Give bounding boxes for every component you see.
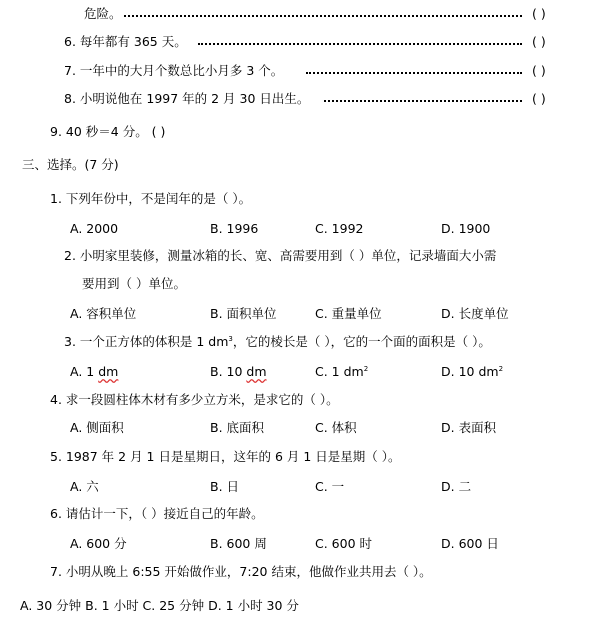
option-b-unit: dm xyxy=(246,364,267,379)
question-1: 1. 下列年份中，不是闰年的是（ ）。 xyxy=(50,191,252,206)
question-3-text-a: 3. 一个正方体的体积是 1 dm xyxy=(64,334,229,349)
option-c: C. 一 xyxy=(315,479,345,494)
leader-dots xyxy=(124,15,522,17)
judge-item-9: 9. 40 秒＝4 分。 ( ) xyxy=(50,124,166,139)
option-a: A. 六 xyxy=(70,479,99,494)
option-d: D. 表面积 xyxy=(441,420,497,435)
option-d: D. 600 日 xyxy=(441,536,499,551)
option-b: B. 面积单位 xyxy=(210,306,277,321)
section-header: 三、选择。(7 分) xyxy=(22,157,119,172)
option-c-label: C. 1 dm xyxy=(315,364,364,379)
answer-paren: ( ) xyxy=(532,6,546,21)
option-d xyxy=(441,364,503,380)
option-a-label: A. 1 xyxy=(70,364,99,379)
judge-item-5-tail: 危险。 xyxy=(84,6,122,21)
question-4: 4. 求一段圆柱体木材有多少立方米，是求它的（ ）。 xyxy=(50,392,339,407)
superscript: 2 xyxy=(498,364,504,373)
option-d: D. 1900 xyxy=(441,221,491,236)
question-2-line-2: 要用到（ ）单位。 xyxy=(82,276,186,291)
question-6: 6. 请估计一下，（ ）接近自己的年龄。 xyxy=(50,506,264,521)
question-7-options: A. 30 分钟 B. 1 小时 C. 25 分钟 D. 1 小时 30 分 xyxy=(20,598,299,613)
answer-paren: ( ) xyxy=(532,63,546,78)
option-b-label: B. 10 xyxy=(210,364,247,379)
question-3-text-b: ，它的棱长是（ ），它的一个面的面积是（ ）。 xyxy=(232,334,491,349)
option-a xyxy=(70,364,118,380)
superscript: 2 xyxy=(363,364,369,373)
leader-dots xyxy=(306,72,522,74)
leader-dots xyxy=(198,43,522,45)
option-b: B. 日 xyxy=(210,479,240,494)
leader-dots xyxy=(324,100,522,102)
option-b xyxy=(210,364,267,380)
superscript: 3 xyxy=(228,334,233,343)
option-b: B. 600 周 xyxy=(210,536,267,551)
option-a: A. 600 分 xyxy=(70,536,127,551)
option-c: C. 重量单位 xyxy=(315,306,382,321)
answer-paren: ( ) xyxy=(532,34,546,49)
question-5: 5. 1987 年 2 月 1 日是星期日，这年的 6 月 1 日是星期（ ）。 xyxy=(50,449,401,464)
option-a: A. 2000 xyxy=(70,221,119,236)
question-7: 7. 小明从晚上 6:55 开始做作业，7:20 结束，他做作业共用去（ ）。 xyxy=(50,564,432,579)
option-c: C. 1992 xyxy=(315,221,364,236)
option-a: A. 侧面积 xyxy=(70,420,124,435)
judge-item-6: 6. 每年都有 365 天。 xyxy=(64,34,187,49)
question-2-line-1: 2. 小明家里装修，测量冰箱的长、宽、高需要用到（ ）单位，记录墙面大小需 xyxy=(64,248,497,263)
option-a-unit: dm xyxy=(98,364,119,379)
answer-paren: ( ) xyxy=(532,91,546,106)
option-c: C. 600 时 xyxy=(315,536,373,551)
option-b: B. 底面积 xyxy=(210,420,265,435)
question-3 xyxy=(64,334,491,350)
option-c: C. 体积 xyxy=(315,420,357,435)
option-d: D. 长度单位 xyxy=(441,306,509,321)
option-a: A. 容积单位 xyxy=(70,306,137,321)
judge-item-7: 7. 一年中的大月个数总比小月多 3 个。 xyxy=(64,63,284,78)
option-c xyxy=(315,364,368,380)
option-d: D. 二 xyxy=(441,479,472,494)
judge-item-8: 8. 小明说他在 1997 年的 2 月 30 日出生。 xyxy=(64,91,310,106)
option-d-label: D. 10 dm xyxy=(441,364,499,379)
option-b: B. 1996 xyxy=(210,221,259,236)
